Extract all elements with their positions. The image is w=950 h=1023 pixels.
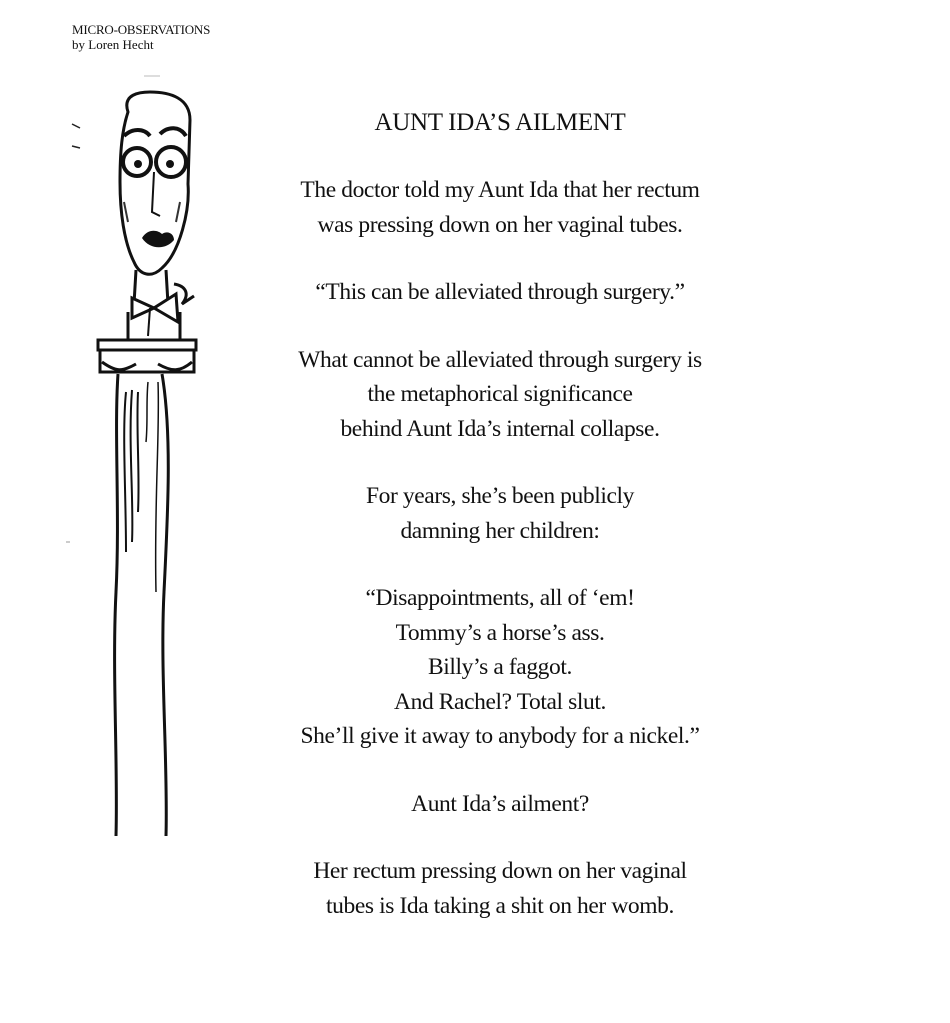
poem-line: Tommy’s a horse’s ass.: [395, 619, 605, 646]
poem-line: She’ll give it away to anybody for a nickel.”: [300, 723, 700, 749]
poem-line: Aunt Ida’s ailment?: [411, 790, 589, 817]
poem-title: AUNT IDA’S AILMENT: [374, 109, 626, 136]
poem-line: The doctor told my Aunt Ida that her rectum: [300, 177, 700, 203]
poem: [240, 106, 760, 956]
poem-line: For years, she’s been publicly: [366, 483, 634, 509]
series-title: MICRO-OBSERVATIONS: [72, 22, 211, 37]
poem-line: What cannot be alleviated through surgery is: [298, 346, 702, 373]
poem-line: behind Aunt Ida’s internal collapse.: [340, 415, 660, 442]
page-header: [72, 22, 210, 52]
stanza: [240, 854, 760, 923]
poem-line: And Rachel? Total slut.: [394, 688, 606, 715]
stanza: [240, 581, 760, 754]
poem-line: was pressing down on her vaginal tubes.: [317, 211, 683, 238]
poem-line: Billy’s a faggot.: [428, 654, 572, 680]
poem-line: the metaphorical significance: [367, 381, 633, 407]
stanza: [240, 479, 760, 548]
figure-on-pillar-drawing-icon: [62, 72, 212, 842]
poem-line: damning her children:: [400, 517, 600, 544]
stanza: [240, 787, 760, 822]
poem-line: “This can be alleviated through surgery.”: [315, 279, 685, 305]
poem-line: “Disappointments, all of ‘em!: [365, 585, 635, 611]
stanza: [240, 275, 760, 310]
stanza: [240, 173, 760, 242]
author-byline: by Loren Hecht: [72, 37, 154, 52]
stanza: [240, 343, 760, 447]
poem-line: tubes is Ida taking a shit on her womb.: [326, 892, 674, 919]
poem-line: Her rectum pressing down on her vaginal: [313, 858, 687, 884]
